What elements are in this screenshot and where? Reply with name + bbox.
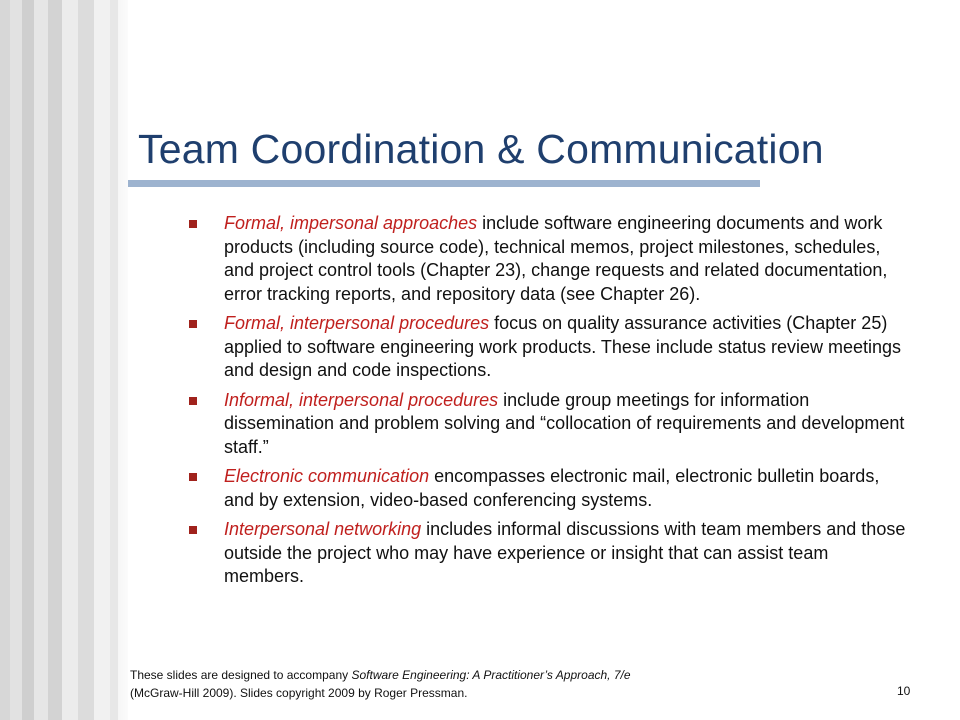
square-bullet-icon bbox=[189, 473, 197, 481]
bullet-text: include software engineering documents and work products (including source code), technical memos, project milestones, schedules, and project control tools (Chapter 23), change requests and related documentation, error tracking reports, and repository data (see Chapter 26). bbox=[224, 213, 888, 304]
footer-prefix: These slides are designed to accompany bbox=[130, 668, 352, 682]
bullet-lead: Interpersonal networking bbox=[224, 519, 422, 539]
bullet-lead: Informal, interpersonal procedures bbox=[224, 389, 499, 410]
bullet-text: focus on quality assurance activities (Chapter 25) applied to software engineering work products. These include status review meetings and design and code inspections. bbox=[224, 313, 902, 380]
footer-book-title: Software Engineering: A Practitioner’s Approach, 7/e bbox=[351, 668, 631, 682]
bullet-item bbox=[189, 389, 909, 460]
bullet-lead: Formal, impersonal approaches bbox=[224, 213, 478, 233]
square-bullet-icon bbox=[189, 526, 197, 534]
bullet-item bbox=[189, 465, 909, 512]
bullet-text: encompasses electronic mail, electronic bulletin boards, and by extension, video-based conferencing systems. bbox=[224, 466, 880, 510]
bullet-list bbox=[189, 212, 909, 595]
footer-note bbox=[130, 666, 770, 702]
bullet-lead: Formal, interpersonal procedures bbox=[224, 313, 490, 333]
square-bullet-icon bbox=[189, 320, 197, 328]
slide-title: Team Coordination & Communication bbox=[138, 126, 824, 172]
bullet-item bbox=[189, 312, 909, 383]
left-decorative-stripes bbox=[0, 0, 128, 720]
slide-number: 10 bbox=[897, 684, 911, 698]
bullet-item bbox=[189, 518, 909, 589]
bullet-text: include group meetings for information dissemination and problem solving and “collocation of requirements and development staff.” bbox=[224, 389, 905, 457]
footer-suffix: (McGraw-Hill 2009). Slides copyright 2009 by Roger Pressman. bbox=[130, 686, 468, 700]
square-bullet-icon bbox=[189, 220, 197, 228]
title-underline bbox=[128, 180, 760, 187]
square-bullet-icon bbox=[189, 397, 197, 405]
bullet-text: includes informal discussions with team members and those outside the project who may have experience or insight that can assist team members. bbox=[224, 519, 906, 586]
bullet-item bbox=[189, 212, 909, 306]
bullet-lead: Electronic communication bbox=[224, 466, 430, 486]
